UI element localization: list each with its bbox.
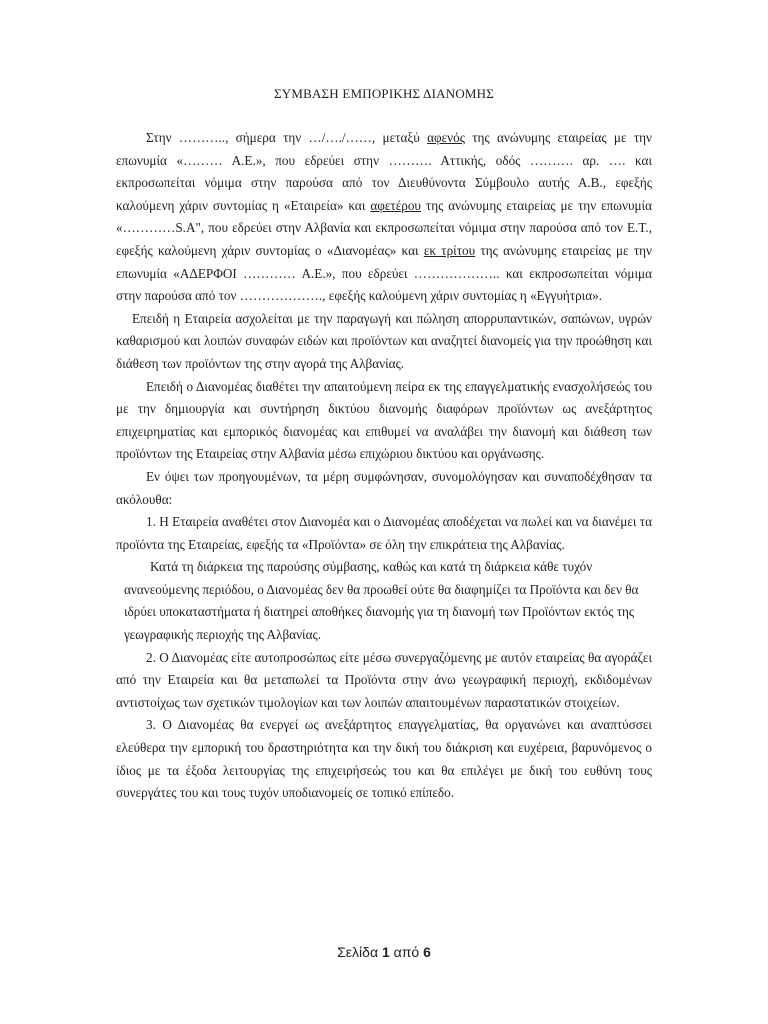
footer-current-page: 1 xyxy=(381,944,390,960)
paragraph-whereas-distributor: Επειδή ο Διανομέας διαθέτει την απαιτούμενη πείρα εκ της επαγγελματικής ενασχολήσεώς του με την δημιουργία και συντήρηση δικτύου διανομής διαφόρων προϊόντων ως ανεξάρτητος επιχειρηματίας και εμπορικός διανομέας και επιθυμεί να αναλάβει την διανομή και διάθεση των προϊόντων της Εταιρείας στην Αλβανία μέσω επιχώριου δικτύου και οργάνωσης. xyxy=(116,378,652,462)
parties-text-b: της ανώνυμης εταιρείας με την επωνυμία «……… Α.Ε.», που εδρεύει στην ………. Αττικής, οδός ………. αρ. …. και εκπροσωπείται νόμιμα στην παρούσα από τον Διευθύνοντα Σύμβουλο αυτής Α.Β., εφεξής καλούμενη χάριν συντομίας η «Εταιρεία» και xyxy=(116,130,652,213)
parties-underline-thirdly: εκ τρίτου xyxy=(423,242,476,258)
footer-prefix: Σελίδα xyxy=(337,944,382,960)
parties-text-d: της ανώνυμης εταιρείας με την επωνυμία «ΑΔΕΡΦΟΙ ………… Α.Ε.», που εδρεύει ……………….. και εκπροσωπείται νόμιμα στην παρούσα από τον ………………., εφεξής καλούμενη χάριν συντομίας η «Εγγυήτρια». xyxy=(116,242,652,304)
clause-1: 1. Η Εταιρεία αναθέτει στον Διανομέα και ο Διανομέας αποδέχεται να πωλεί και να διανέμει τα προϊόντα της Εταιρείας, εφεξής τα «Προϊόντα» σε όλη την επικράτεια της Αλβανίας. xyxy=(116,514,652,552)
clause-2: 2. Ο Διανομέας είτε αυτοπροσώπως είτε μέσω συνεργαζόμενης με αυτόν εταιρείας θα αγοράζει από την Εταιρεία και θα μεταπωλεί τα Προϊόντα στην άνω γεωγραφική περιοχή, εκδιδομένων αντιστοίχως των σχετικών τιμολογίων και των λοιπών απαιτουμένων παραστατικών στοιχείων. xyxy=(116,649,652,710)
parties-underline-secondly: αφετέρου xyxy=(370,197,421,213)
footer-total-pages: 6 xyxy=(423,944,431,960)
parties-underline-firstly: αφενός xyxy=(427,130,465,145)
parties-text-c: της ανώνυμης εταιρείας με την επωνυμία «…………S.A", που εδρεύει στην Αλβανία και εκπροσωπείται νόμιμα στην παρούσα από τον Ε.Τ., εφεξής καλούμενη χάριν συντομίας ο «Διανομέας» και xyxy=(116,197,652,258)
clause-3: 3. Ο Διανομέας θα ενεργεί ως ανεξάρτητος επαγγελματίας, θα οργανώνει και αναπτύσσει ελεύθερα την εμπορική του δραστηριότητα και την δική του διάκριση και ευχέρεια, βαρυνόμενος ο ίδιος με τα έξοδα λειτουργίας της επιχειρήσεώς του και θα επιλέγει με δική του ευθύνη τους συνεργάτες του και τους τυχόν υποδιανομείς σε τοπικό επίπεδο. xyxy=(116,717,652,801)
parties-text-a: Στην ……….., σήμερα την …/…./……, μεταξύ xyxy=(146,130,428,145)
page-number-footer xyxy=(0,944,768,960)
paragraph-whereas-company: Επειδή η Εταιρεία ασχολείται με την παραγωγή και πώληση απορρυπαντικών, σαπώνων, υγρών καθαρισμού και λοιπών συναφών ειδών και προϊόντων και αναζητεί διανομείς για την προώθηση και διάθεση των προϊόντων της στην αγορά της Αλβανίας. xyxy=(116,310,652,371)
paragraph-parties xyxy=(116,127,652,308)
document-title: ΣΥΜΒΑΣΗ ΕΜΠΟΡΙΚΗΣ ΔΙΑΝΟΜΗΣ xyxy=(273,86,495,101)
footer-middle: από xyxy=(389,944,424,960)
document-body xyxy=(116,127,652,805)
clause-1-territory: Κατά τη διάρκεια της παρούσης σύμβασης, καθώς και κατά τη διάρκεια κάθε τυχόν ανανεούμενης περιόδου, ο Διανομέας δεν θα προωθεί ούτε θα διαφημίζει τα Προϊόντα και δεν θα ιδρύει υποκαταστήματα ή διατηρεί αποθήκες διανομής για τη διανομή των Προϊόντων εκτός της γεωγραφικής περιοχής της Αλβανίας. xyxy=(124,559,639,643)
paragraph-agreement-intro: Εν όψει των προηγουμένων, τα μέρη συμφώνησαν, συνομολόγησαν και συναποδέχθησαν τα ακόλουθα: xyxy=(116,468,652,507)
